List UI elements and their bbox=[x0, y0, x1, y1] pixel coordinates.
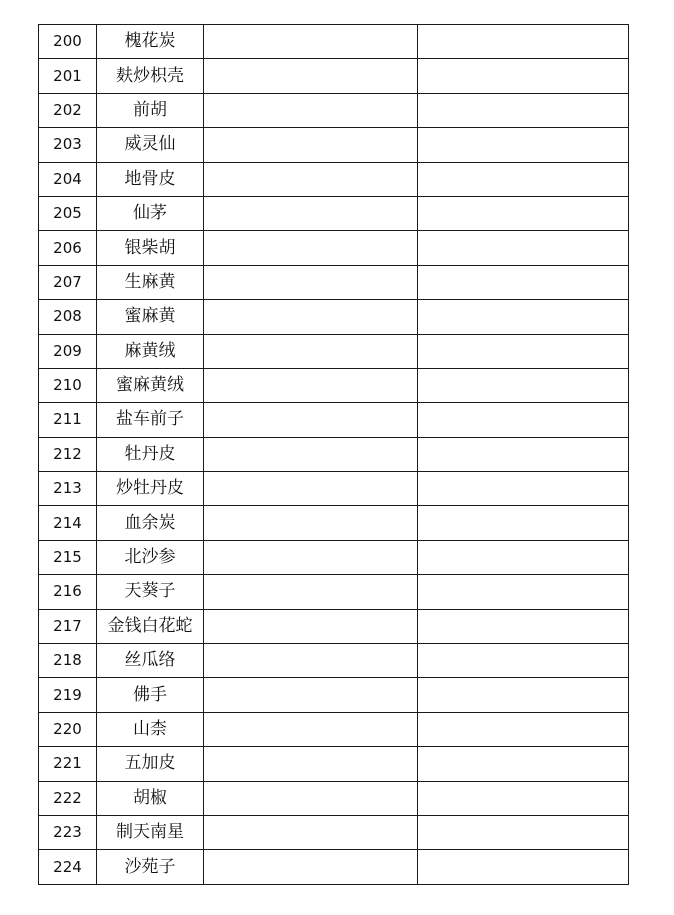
herb-name-cell: 仙茅 bbox=[97, 196, 204, 230]
herb-name-cell: 盐车前子 bbox=[97, 403, 204, 437]
herb-name-cell: 沙苑子 bbox=[97, 850, 204, 884]
table-row bbox=[39, 815, 629, 849]
table-row bbox=[39, 747, 629, 781]
herb-name-cell: 银柴胡 bbox=[97, 231, 204, 265]
empty-cell bbox=[204, 575, 418, 609]
herb-name-cell: 生麻黄 bbox=[97, 265, 204, 299]
herb-name-cell: 金钱白花蛇 bbox=[97, 609, 204, 643]
empty-cell bbox=[204, 59, 418, 93]
row-number-cell: 212 bbox=[39, 437, 97, 471]
row-number-cell: 224 bbox=[39, 850, 97, 884]
table-row bbox=[39, 644, 629, 678]
herb-table bbox=[38, 24, 629, 885]
herb-name-cell: 前胡 bbox=[97, 93, 204, 127]
row-number-cell: 220 bbox=[39, 712, 97, 746]
table-row bbox=[39, 609, 629, 643]
empty-cell bbox=[418, 403, 629, 437]
empty-cell bbox=[418, 368, 629, 402]
herb-name-cell: 血余炭 bbox=[97, 506, 204, 540]
herb-name-cell: 槐花炭 bbox=[97, 25, 204, 59]
row-number-cell: 221 bbox=[39, 747, 97, 781]
table-row bbox=[39, 712, 629, 746]
table-row bbox=[39, 334, 629, 368]
table-row bbox=[39, 128, 629, 162]
table-row bbox=[39, 850, 629, 884]
table-row bbox=[39, 59, 629, 93]
empty-cell bbox=[204, 678, 418, 712]
empty-cell bbox=[418, 25, 629, 59]
empty-cell bbox=[204, 403, 418, 437]
empty-cell bbox=[204, 265, 418, 299]
row-number-cell: 207 bbox=[39, 265, 97, 299]
table-row bbox=[39, 437, 629, 471]
empty-cell bbox=[418, 128, 629, 162]
herb-name-cell: 蜜麻黄 bbox=[97, 300, 204, 334]
row-number-cell: 200 bbox=[39, 25, 97, 59]
empty-cell bbox=[418, 437, 629, 471]
row-number-cell: 208 bbox=[39, 300, 97, 334]
herb-name-cell: 威灵仙 bbox=[97, 128, 204, 162]
herb-name-cell: 五加皮 bbox=[97, 747, 204, 781]
empty-cell bbox=[418, 747, 629, 781]
row-number-cell: 211 bbox=[39, 403, 97, 437]
table-row bbox=[39, 540, 629, 574]
row-number-cell: 210 bbox=[39, 368, 97, 402]
row-number-cell: 205 bbox=[39, 196, 97, 230]
row-number-cell: 219 bbox=[39, 678, 97, 712]
empty-cell bbox=[418, 540, 629, 574]
empty-cell bbox=[204, 300, 418, 334]
table-row bbox=[39, 265, 629, 299]
row-number-cell: 215 bbox=[39, 540, 97, 574]
table-row bbox=[39, 300, 629, 334]
herb-name-cell: 丝瓜络 bbox=[97, 644, 204, 678]
empty-cell bbox=[418, 196, 629, 230]
table-row bbox=[39, 472, 629, 506]
empty-cell bbox=[418, 334, 629, 368]
empty-cell bbox=[418, 781, 629, 815]
empty-cell bbox=[204, 747, 418, 781]
herb-name-cell: 佛手 bbox=[97, 678, 204, 712]
empty-cell bbox=[418, 850, 629, 884]
herb-name-cell: 麸炒枳壳 bbox=[97, 59, 204, 93]
empty-cell bbox=[418, 609, 629, 643]
row-number-cell: 223 bbox=[39, 815, 97, 849]
empty-cell bbox=[204, 850, 418, 884]
row-number-cell: 201 bbox=[39, 59, 97, 93]
empty-cell bbox=[418, 472, 629, 506]
empty-cell bbox=[204, 506, 418, 540]
table-row bbox=[39, 506, 629, 540]
empty-cell bbox=[418, 506, 629, 540]
table-body bbox=[39, 25, 629, 885]
herb-name-cell: 牡丹皮 bbox=[97, 437, 204, 471]
herb-name-cell: 胡椒 bbox=[97, 781, 204, 815]
empty-cell bbox=[418, 265, 629, 299]
empty-cell bbox=[418, 712, 629, 746]
empty-cell bbox=[418, 678, 629, 712]
empty-cell bbox=[204, 437, 418, 471]
empty-cell bbox=[204, 93, 418, 127]
empty-cell bbox=[418, 231, 629, 265]
row-number-cell: 204 bbox=[39, 162, 97, 196]
herb-name-cell: 制天南星 bbox=[97, 815, 204, 849]
document-page bbox=[38, 24, 628, 885]
empty-cell bbox=[204, 162, 418, 196]
empty-cell bbox=[418, 575, 629, 609]
table-row bbox=[39, 93, 629, 127]
table-row bbox=[39, 403, 629, 437]
table-row bbox=[39, 196, 629, 230]
herb-name-cell: 地骨皮 bbox=[97, 162, 204, 196]
empty-cell bbox=[204, 472, 418, 506]
empty-cell bbox=[204, 231, 418, 265]
empty-cell bbox=[204, 368, 418, 402]
row-number-cell: 217 bbox=[39, 609, 97, 643]
table-row bbox=[39, 678, 629, 712]
empty-cell bbox=[418, 815, 629, 849]
herb-name-cell: 天葵子 bbox=[97, 575, 204, 609]
empty-cell bbox=[418, 93, 629, 127]
empty-cell bbox=[204, 25, 418, 59]
table-row bbox=[39, 575, 629, 609]
row-number-cell: 214 bbox=[39, 506, 97, 540]
empty-cell bbox=[418, 644, 629, 678]
row-number-cell: 218 bbox=[39, 644, 97, 678]
row-number-cell: 209 bbox=[39, 334, 97, 368]
herb-name-cell: 炒牡丹皮 bbox=[97, 472, 204, 506]
empty-cell bbox=[204, 644, 418, 678]
empty-cell bbox=[204, 540, 418, 574]
row-number-cell: 222 bbox=[39, 781, 97, 815]
empty-cell bbox=[418, 300, 629, 334]
table-row bbox=[39, 25, 629, 59]
empty-cell bbox=[204, 815, 418, 849]
herb-name-cell: 北沙参 bbox=[97, 540, 204, 574]
row-number-cell: 216 bbox=[39, 575, 97, 609]
empty-cell bbox=[204, 609, 418, 643]
empty-cell bbox=[418, 59, 629, 93]
row-number-cell: 206 bbox=[39, 231, 97, 265]
empty-cell bbox=[204, 781, 418, 815]
herb-name-cell: 麻黄绒 bbox=[97, 334, 204, 368]
herb-name-cell: 蜜麻黄绒 bbox=[97, 368, 204, 402]
row-number-cell: 213 bbox=[39, 472, 97, 506]
empty-cell bbox=[204, 196, 418, 230]
table-row bbox=[39, 162, 629, 196]
empty-cell bbox=[418, 162, 629, 196]
row-number-cell: 203 bbox=[39, 128, 97, 162]
empty-cell bbox=[204, 334, 418, 368]
table-row bbox=[39, 231, 629, 265]
row-number-cell: 202 bbox=[39, 93, 97, 127]
table-row bbox=[39, 781, 629, 815]
empty-cell bbox=[204, 128, 418, 162]
herb-name-cell: 山柰 bbox=[97, 712, 204, 746]
empty-cell bbox=[204, 712, 418, 746]
table-row bbox=[39, 368, 629, 402]
